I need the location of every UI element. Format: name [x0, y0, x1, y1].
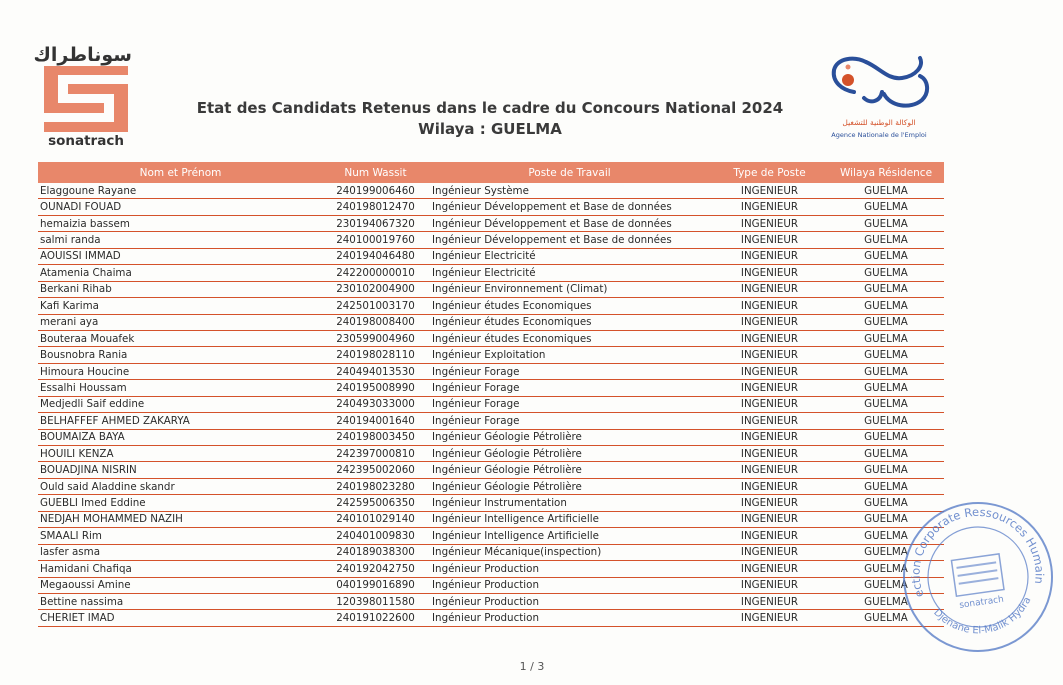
job-title: Ingénieur Géologie Pétrolière: [428, 478, 711, 494]
candidate-name: BELHAFFEF AHMED ZAKARYA: [38, 413, 323, 429]
table-row: [38, 511, 944, 527]
wilaya-residence: GUELMA: [828, 281, 944, 297]
job-title: Ingénieur Electricité: [428, 248, 711, 264]
job-type: INGENIEUR: [711, 330, 828, 346]
table-row: [38, 528, 944, 544]
candidate-name: CHERIET IMAD: [38, 610, 323, 626]
wassit-number: 240195008990: [323, 380, 428, 396]
wassit-number: 242595006350: [323, 495, 428, 511]
wilaya-residence: GUELMA: [828, 511, 944, 527]
wassit-number: 242397000810: [323, 446, 428, 462]
job-title: Ingénieur études Economiques: [428, 330, 711, 346]
col-poste-header: Poste de Travail: [428, 162, 711, 183]
job-title: Ingénieur Intelligence Artificielle: [428, 511, 711, 527]
table-body: [38, 183, 944, 626]
job-type: INGENIEUR: [711, 528, 828, 544]
job-type: INGENIEUR: [711, 413, 828, 429]
candidate-name: BOUMAIZA BAYA: [38, 429, 323, 445]
wassit-number: 240198008400: [323, 314, 428, 330]
wassit-number: 240198028110: [323, 347, 428, 363]
job-title: Ingénieur Exploitation: [428, 347, 711, 363]
wassit-number: 120398011580: [323, 593, 428, 609]
wilaya-residence: GUELMA: [828, 347, 944, 363]
table-row: [38, 446, 944, 462]
document-title: Etat des Candidats Retenus dans le cadre du Concours National 2024: [196, 99, 784, 117]
job-type: INGENIEUR: [711, 314, 828, 330]
table-row: [38, 413, 944, 429]
table-row: [38, 561, 944, 577]
table-row: [38, 610, 944, 626]
job-type: INGENIEUR: [711, 281, 828, 297]
wilaya-residence: GUELMA: [828, 215, 944, 231]
job-title: Ingénieur Géologie Pétrolière: [428, 462, 711, 478]
wassit-number: 240401009830: [323, 528, 428, 544]
stamp-bottom-text: Djenane El-Malik Hydra: [931, 595, 1034, 637]
job-type: INGENIEUR: [711, 429, 828, 445]
table-row: [38, 396, 944, 412]
job-title: Ingénieur Environnement (Climat): [428, 281, 711, 297]
candidate-name: Bouteraa Mouafek: [38, 330, 323, 346]
job-title: Ingénieur Intelligence Artificielle: [428, 528, 711, 544]
table-row: [38, 199, 944, 215]
wilaya-residence: GUELMA: [828, 298, 944, 314]
candidate-name: Atamenia Chaima: [38, 265, 323, 281]
job-type: INGENIEUR: [711, 577, 828, 593]
col-type-header: Type de Poste: [711, 162, 828, 183]
col-wassit-header: Num Wassit: [323, 162, 428, 183]
wassit-number: 240100019760: [323, 232, 428, 248]
wilaya-residence: GUELMA: [828, 561, 944, 577]
candidate-name: Bousnobra Rania: [38, 347, 323, 363]
wilaya-residence: GUELMA: [828, 528, 944, 544]
wassit-number: 240198012470: [323, 199, 428, 215]
table-header: [38, 162, 944, 183]
candidate-name: salmi randa: [38, 232, 323, 248]
table-row: [38, 248, 944, 264]
table-row: [38, 298, 944, 314]
candidate-name: OUNADI FOUAD: [38, 199, 323, 215]
table-row: [38, 330, 944, 346]
job-type: INGENIEUR: [711, 561, 828, 577]
candidate-name: AOUISSI IMMAD: [38, 248, 323, 264]
wassit-number: 040199016890: [323, 577, 428, 593]
job-type: INGENIEUR: [711, 462, 828, 478]
candidate-name: Hamidani Chafiqa: [38, 561, 323, 577]
job-type: INGENIEUR: [711, 298, 828, 314]
sonatrach-brand-name: sonatrach: [48, 133, 124, 149]
job-title: Ingénieur Production: [428, 610, 711, 626]
table-row: [38, 363, 944, 379]
wassit-number: 240192042750: [323, 561, 428, 577]
job-type: INGENIEUR: [711, 396, 828, 412]
wassit-number: 240198023280: [323, 478, 428, 494]
wassit-number: 240101029140: [323, 511, 428, 527]
table-row: [38, 544, 944, 560]
wilaya-residence: GUELMA: [828, 495, 944, 511]
sonatrach-arabic-name: سوناطراك: [33, 44, 132, 66]
table-row: [38, 478, 944, 494]
table-row: [38, 281, 944, 297]
candidate-name: Kafi Karima: [38, 298, 323, 314]
table-row: [38, 429, 944, 445]
sonatrach-logo: [33, 44, 132, 152]
job-title: Ingénieur Développement et Base de données: [428, 199, 711, 215]
wilaya-residence: GUELMA: [828, 610, 944, 626]
job-title: Ingénieur Forage: [428, 413, 711, 429]
job-type: INGENIEUR: [711, 544, 828, 560]
candidate-name: hemaizia bassem: [38, 215, 323, 231]
wilaya-residence: GUELMA: [828, 380, 944, 396]
candidate-name: GUEBLI Imed Eddine: [38, 495, 323, 511]
job-title: Ingénieur Production: [428, 577, 711, 593]
table-row: [38, 462, 944, 478]
candidate-name: Elaggoune Rayane: [38, 183, 323, 199]
job-type: INGENIEUR: [711, 610, 828, 626]
document-title-block: [150, 98, 830, 140]
job-type: INGENIEUR: [711, 511, 828, 527]
wilaya-residence: GUELMA: [828, 478, 944, 494]
wassit-number: 242501003170: [323, 298, 428, 314]
wilaya-residence: GUELMA: [828, 330, 944, 346]
candidate-name: lasfer asma: [38, 544, 323, 560]
table-row: [38, 347, 944, 363]
anem-logo: [824, 54, 934, 146]
candidate-name: Medjedli Saif eddine: [38, 396, 323, 412]
wilaya-residence: GUELMA: [828, 577, 944, 593]
job-title: Ingénieur Production: [428, 593, 711, 609]
job-type: INGENIEUR: [711, 232, 828, 248]
table-row: [38, 577, 944, 593]
table-row: [38, 215, 944, 231]
job-title: Ingénieur Mécanique(inspection): [428, 544, 711, 560]
wilaya-residence: GUELMA: [828, 199, 944, 215]
document-subtitle: Wilaya : GUELMA: [418, 120, 562, 138]
page-number: 1 / 3: [519, 660, 545, 673]
table-row: [38, 495, 944, 511]
table-row: [38, 593, 944, 609]
job-title: Ingénieur études Economiques: [428, 314, 711, 330]
anem-emblem-icon: [824, 54, 934, 116]
wilaya-residence: GUELMA: [828, 462, 944, 478]
job-title: Ingénieur Electricité: [428, 265, 711, 281]
job-type: INGENIEUR: [711, 478, 828, 494]
stamp-center-text: sonatrach: [958, 594, 1005, 611]
wassit-number: 240198003450: [323, 429, 428, 445]
candidate-name: Ould said Aladdine skandr: [38, 478, 323, 494]
wassit-number: 230194067320: [323, 215, 428, 231]
wassit-number: 230599004960: [323, 330, 428, 346]
job-type: INGENIEUR: [711, 183, 828, 199]
col-name-header: Nom et Prénom: [38, 162, 323, 183]
wassit-number: 240194046480: [323, 248, 428, 264]
wilaya-residence: GUELMA: [828, 183, 944, 199]
candidate-name: BOUADJINA NISRIN: [38, 462, 323, 478]
wilaya-residence: GUELMA: [828, 446, 944, 462]
candidate-name: SMAALI Rim: [38, 528, 323, 544]
wassit-number: 242395002060: [323, 462, 428, 478]
candidate-name: Essalhi Houssam: [38, 380, 323, 396]
job-type: INGENIEUR: [711, 380, 828, 396]
job-type: INGENIEUR: [711, 199, 828, 215]
candidate-name: Himoura Houcine: [38, 363, 323, 379]
wilaya-residence: GUELMA: [828, 265, 944, 281]
sonatrach-emblem-icon: [44, 66, 128, 132]
wilaya-residence: GUELMA: [828, 413, 944, 429]
table-row: [38, 183, 944, 199]
job-title: Ingénieur Forage: [428, 396, 711, 412]
job-type: INGENIEUR: [711, 347, 828, 363]
candidates-table: [38, 162, 944, 627]
job-title: Ingénieur Forage: [428, 363, 711, 379]
hr-stamp-icon: [900, 497, 1056, 657]
wassit-number: 240493033000: [323, 396, 428, 412]
job-type: INGENIEUR: [711, 495, 828, 511]
job-title: Ingénieur Développement et Base de données: [428, 215, 711, 231]
wassit-number: 240494013530: [323, 363, 428, 379]
wilaya-residence: GUELMA: [828, 593, 944, 609]
job-title: Ingénieur Système: [428, 183, 711, 199]
job-title: Ingénieur Forage: [428, 380, 711, 396]
anem-arabic-name: الوكالة الوطنية للتشغيل: [842, 118, 916, 127]
wilaya-residence: GUELMA: [828, 314, 944, 330]
job-type: INGENIEUR: [711, 363, 828, 379]
job-type: INGENIEUR: [711, 265, 828, 281]
candidate-name: Megaoussi Amine: [38, 577, 323, 593]
wassit-number: 240189038300: [323, 544, 428, 560]
table-row: [38, 265, 944, 281]
job-title: Ingénieur Géologie Pétrolière: [428, 446, 711, 462]
stamp-ring-text: Direction Corporate Ressources Humaines: [908, 504, 1047, 600]
table-row: [38, 380, 944, 396]
wilaya-residence: GUELMA: [828, 544, 944, 560]
col-wilaya-header: Wilaya Résidence: [828, 162, 944, 183]
job-type: INGENIEUR: [711, 215, 828, 231]
wilaya-residence: GUELMA: [828, 248, 944, 264]
wilaya-residence: GUELMA: [828, 396, 944, 412]
wassit-number: 240194001640: [323, 413, 428, 429]
wassit-number: 240199006460: [323, 183, 428, 199]
job-title: Ingénieur Production: [428, 561, 711, 577]
job-title: Ingénieur études Economiques: [428, 298, 711, 314]
candidate-name: Bettine nassima: [38, 593, 323, 609]
candidate-name: HOUILI KENZA: [38, 446, 323, 462]
job-type: INGENIEUR: [711, 446, 828, 462]
wilaya-residence: GUELMA: [828, 232, 944, 248]
wilaya-residence: GUELMA: [828, 363, 944, 379]
wassit-number: 230102004900: [323, 281, 428, 297]
job-title: Ingénieur Instrumentation: [428, 495, 711, 511]
table-row: [38, 232, 944, 248]
job-type: INGENIEUR: [711, 593, 828, 609]
table-row: [38, 314, 944, 330]
wilaya-residence: GUELMA: [828, 429, 944, 445]
wassit-number: 240191022600: [323, 610, 428, 626]
candidate-name: NEDJAH MOHAMMED NAZIH: [38, 511, 323, 527]
wassit-number: 242200000010: [323, 265, 428, 281]
job-title: Ingénieur Développement et Base de données: [428, 232, 711, 248]
anem-name: Agence Nationale de l'Emploi: [831, 131, 927, 139]
candidate-name: Berkani Rihab: [38, 281, 323, 297]
job-type: INGENIEUR: [711, 248, 828, 264]
candidate-name: merani aya: [38, 314, 323, 330]
job-title: Ingénieur Géologie Pétrolière: [428, 429, 711, 445]
